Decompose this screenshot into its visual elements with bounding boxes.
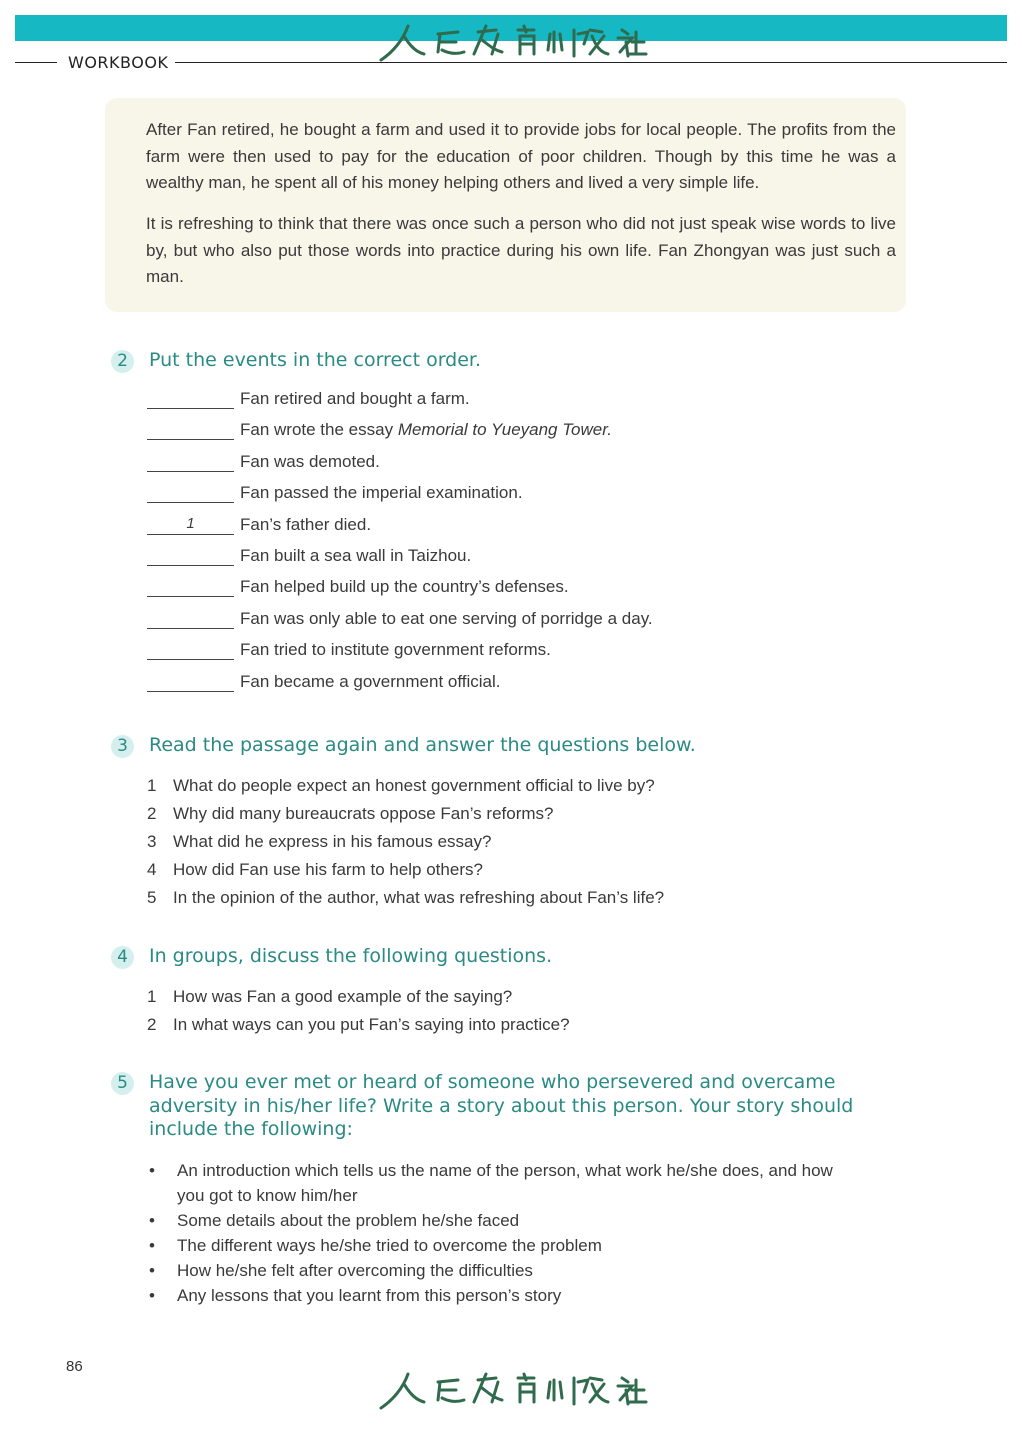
event-text: Fan wrote the essay — [240, 420, 398, 440]
question-text: Why did many bureaucrats oppose Fan’s reforms? — [173, 804, 554, 823]
question-item — [147, 776, 655, 796]
event-item — [147, 545, 471, 566]
workbook-label: WORKBOOK — [68, 53, 169, 72]
answer-blank[interactable] — [147, 639, 234, 660]
question-number: 1 — [147, 987, 157, 1006]
answer-blank[interactable] — [147, 545, 234, 566]
answer-blank[interactable] — [147, 671, 234, 692]
question-item — [147, 987, 512, 1007]
bullet-item — [149, 1258, 849, 1283]
question-number: 5 — [147, 888, 157, 907]
event-item — [147, 671, 501, 692]
question-number: 3 — [147, 832, 157, 851]
bullet-item — [149, 1283, 849, 1308]
bullet-item — [149, 1233, 849, 1258]
bullet-text: How he/she felt after overcoming the difficulties — [177, 1261, 533, 1280]
question-text: What did he express in his famous essay? — [173, 832, 492, 851]
question-number: 2 — [147, 1015, 157, 1034]
answer-blank[interactable] — [147, 419, 234, 440]
section-number: 4 — [111, 946, 134, 969]
event-item — [147, 451, 380, 472]
event-item — [147, 388, 470, 409]
page-number: 86 — [66, 1358, 83, 1375]
event-item — [147, 576, 569, 597]
event-text-italic: Memorial to Yueyang Tower. — [397, 420, 612, 440]
question-item — [147, 832, 491, 852]
event-item — [147, 608, 653, 629]
question-number: 1 — [147, 776, 157, 795]
bullet-text: Some details about the problem he/she faced — [177, 1211, 520, 1230]
publisher-logo-top — [378, 20, 648, 65]
bullet-text: The different ways he/she tried to overcome the problem — [177, 1236, 602, 1255]
answer-blank[interactable] — [147, 451, 234, 472]
section-number: 2 — [111, 350, 134, 373]
question-item — [147, 860, 483, 880]
passage-paragraph: After Fan retired, he bought a farm and used it to provide jobs for local people. The profits from the farm were then used to pay for the education of poor children. Though by this time he was a wealthy man, he spent all of his money helping others and lived a very simple life. — [146, 120, 896, 192]
question-item — [147, 1015, 570, 1035]
event-text: Fan passed the imperial examination. — [240, 483, 523, 503]
question-text: How was Fan a good example of the saying? — [173, 987, 513, 1006]
question-text: In what ways can you put Fan’s saying into practice? — [173, 1015, 570, 1034]
question-text: In the opinion of the author, what was refreshing about Fan’s life? — [173, 888, 665, 907]
event-item — [147, 639, 551, 660]
bullet-icon: • — [149, 1161, 155, 1180]
publisher-logo-bottom — [378, 1368, 648, 1413]
event-text: Fan was demoted. — [240, 451, 380, 471]
question-item — [147, 888, 664, 908]
event-item — [147, 419, 612, 440]
bullet-text: Any lessons that you learnt from this person’s story — [177, 1286, 562, 1305]
answer-blank[interactable] — [147, 608, 234, 629]
section-title: Put the events in the correct order. — [149, 349, 482, 371]
answer-blank[interactable] — [147, 482, 234, 503]
section-title: Read the passage again and answer the questions below. — [149, 734, 696, 756]
event-text: Fan’s father died. — [240, 514, 372, 534]
event-text: Fan retired and bought a farm. — [240, 389, 470, 408]
event-text: Fan became a government official. — [240, 671, 501, 691]
question-text: How did Fan use his farm to help others? — [173, 860, 483, 879]
bullet-text: An introduction which tells us the name of the person, what work he/she does, and how you got to know him/her — [177, 1161, 833, 1205]
section-title: In groups, discuss the following questions. — [149, 945, 553, 967]
section-number: 3 — [111, 735, 134, 758]
event-text: Fan helped build up the country’s defenses. — [240, 577, 569, 597]
answer-blank[interactable] — [147, 576, 234, 597]
event-text: Fan built a sea wall in Taizhou. — [240, 546, 472, 565]
bullet-item — [149, 1208, 849, 1233]
event-text: Fan was only able to eat one serving of porridge a day. — [240, 608, 653, 628]
header-rule-left — [15, 62, 57, 63]
question-number: 4 — [147, 860, 157, 879]
bullet-item — [149, 1158, 849, 1208]
passage-paragraph: It is refreshing to think that there was once such a person who did not just speak wise words to live by, but who also put those words into practice during his own life. Fan Zhongyan was just such a man. — [146, 214, 896, 286]
section-number: 5 — [111, 1072, 134, 1095]
bullet-icon: • — [149, 1286, 155, 1305]
bullet-icon: • — [149, 1211, 155, 1230]
passage-box — [105, 98, 906, 312]
section-title: Have you ever met or heard of someone who persevered and overcame adversity in his/her life? Write a story about this person. Your story should include the following: — [149, 1071, 854, 1140]
event-text: Fan tried to institute government reforms. — [240, 640, 551, 660]
bullet-icon: • — [149, 1261, 155, 1280]
answer-blank[interactable]: 1 — [147, 514, 234, 535]
question-text: What do people expect an honest government official to live by? — [173, 776, 655, 795]
answer-blank[interactable] — [147, 388, 234, 409]
bullet-icon: • — [149, 1236, 155, 1255]
event-item — [147, 514, 371, 535]
event-item — [147, 482, 523, 503]
question-item — [147, 804, 553, 824]
question-number: 2 — [147, 804, 157, 823]
